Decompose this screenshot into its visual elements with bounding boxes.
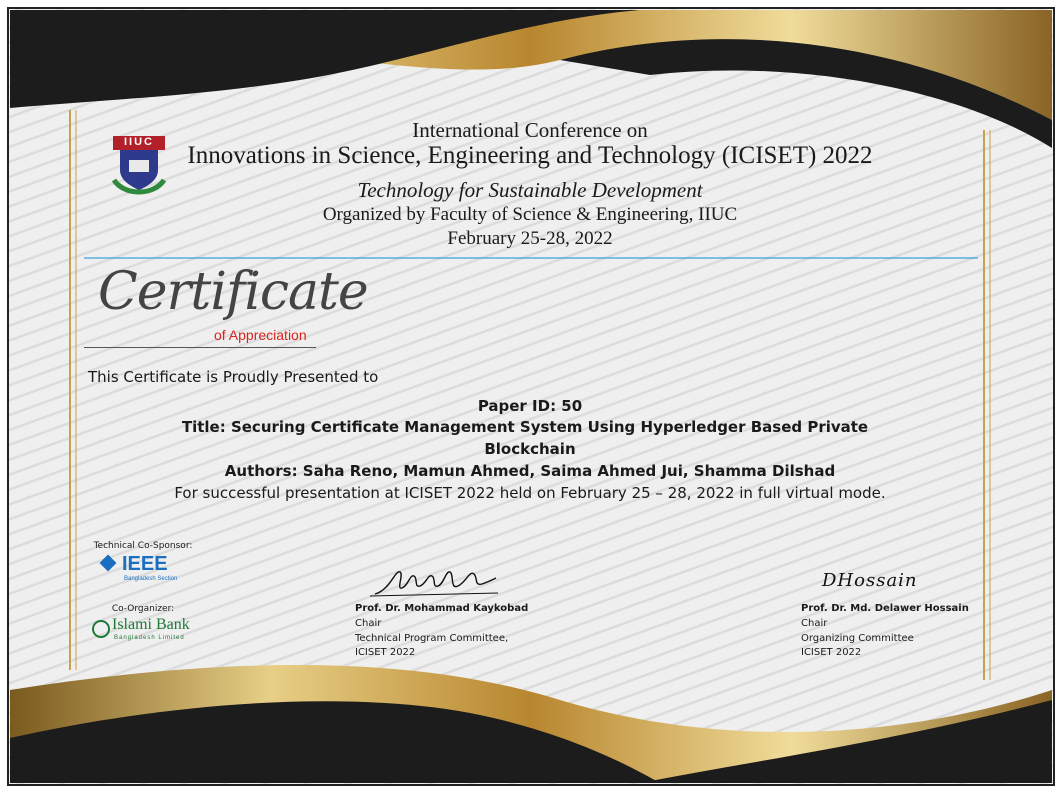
title-underline — [84, 347, 316, 348]
bank-name: Islami Bank — [112, 616, 190, 633]
signatory-1-committee: Technical Program Committee, — [355, 633, 509, 644]
islami-bank-logo — [92, 616, 192, 646]
paper-title-line2: Blockchain — [484, 440, 576, 458]
signatory-2-name: Prof. Dr. Md. Delawer Hossain — [801, 603, 969, 614]
certificate-title: Certificate — [98, 262, 368, 322]
logo-text: IIUC — [124, 136, 154, 148]
ieee-diamond-icon — [100, 555, 117, 572]
organizer-line: Organized by Faculty of Science & Engineering, IIUC — [322, 204, 738, 225]
presentation-line: For successful presentation at ICISET 2022 held on February 25 – 28, 2022 in full virtual mode. — [174, 484, 886, 502]
paper-id: Paper ID: 50 — [477, 397, 583, 415]
paper-title-line1: Title: Securing Certificate Management System Using Hyperledger Based Private — [181, 418, 869, 436]
signatory-1-name: Prof. Dr. Mohammad Kaykobad — [355, 603, 529, 614]
bank-emblem-icon — [92, 620, 110, 638]
ieee-name: IEEE — [122, 553, 168, 575]
technical-sponsor-label: Technical Co-Sponsor: — [93, 541, 193, 551]
certificate-subtitle: of Appreciation — [214, 327, 307, 343]
conference-line: International Conference on — [412, 118, 648, 142]
signatory-2-committee: Organizing Committee — [801, 633, 914, 644]
signature-hossain: DHossain — [822, 570, 918, 591]
ieee-logo — [100, 553, 190, 583]
signatory-2-event: ICISET 2022 — [801, 647, 862, 658]
conference-theme: Technology for Sustainable Development — [357, 178, 703, 202]
paper-authors: Authors: Saha Reno, Mamun Ahmed, Saima Ahmed Jui, Shamma Dilshad — [224, 462, 836, 480]
signatory-2-role: Chair — [801, 618, 828, 629]
signatory-1-role: Chair — [355, 618, 382, 629]
conference-name: Innovations in Science, Engineering and Technology (ICISET) 2022 — [187, 142, 873, 169]
signatory-1-event: ICISET 2022 — [355, 647, 416, 658]
bank-sub: Bangladesh Limited — [114, 635, 185, 641]
co-organizer-label: Co-Organizer: — [111, 604, 175, 614]
conference-dates: February 25-28, 2022 — [447, 228, 613, 249]
ieee-sub: Bangladesh Section — [124, 576, 178, 582]
presented-to: This Certificate is Proudly Presented to — [88, 368, 379, 386]
signature-kaykobad — [370, 560, 500, 600]
